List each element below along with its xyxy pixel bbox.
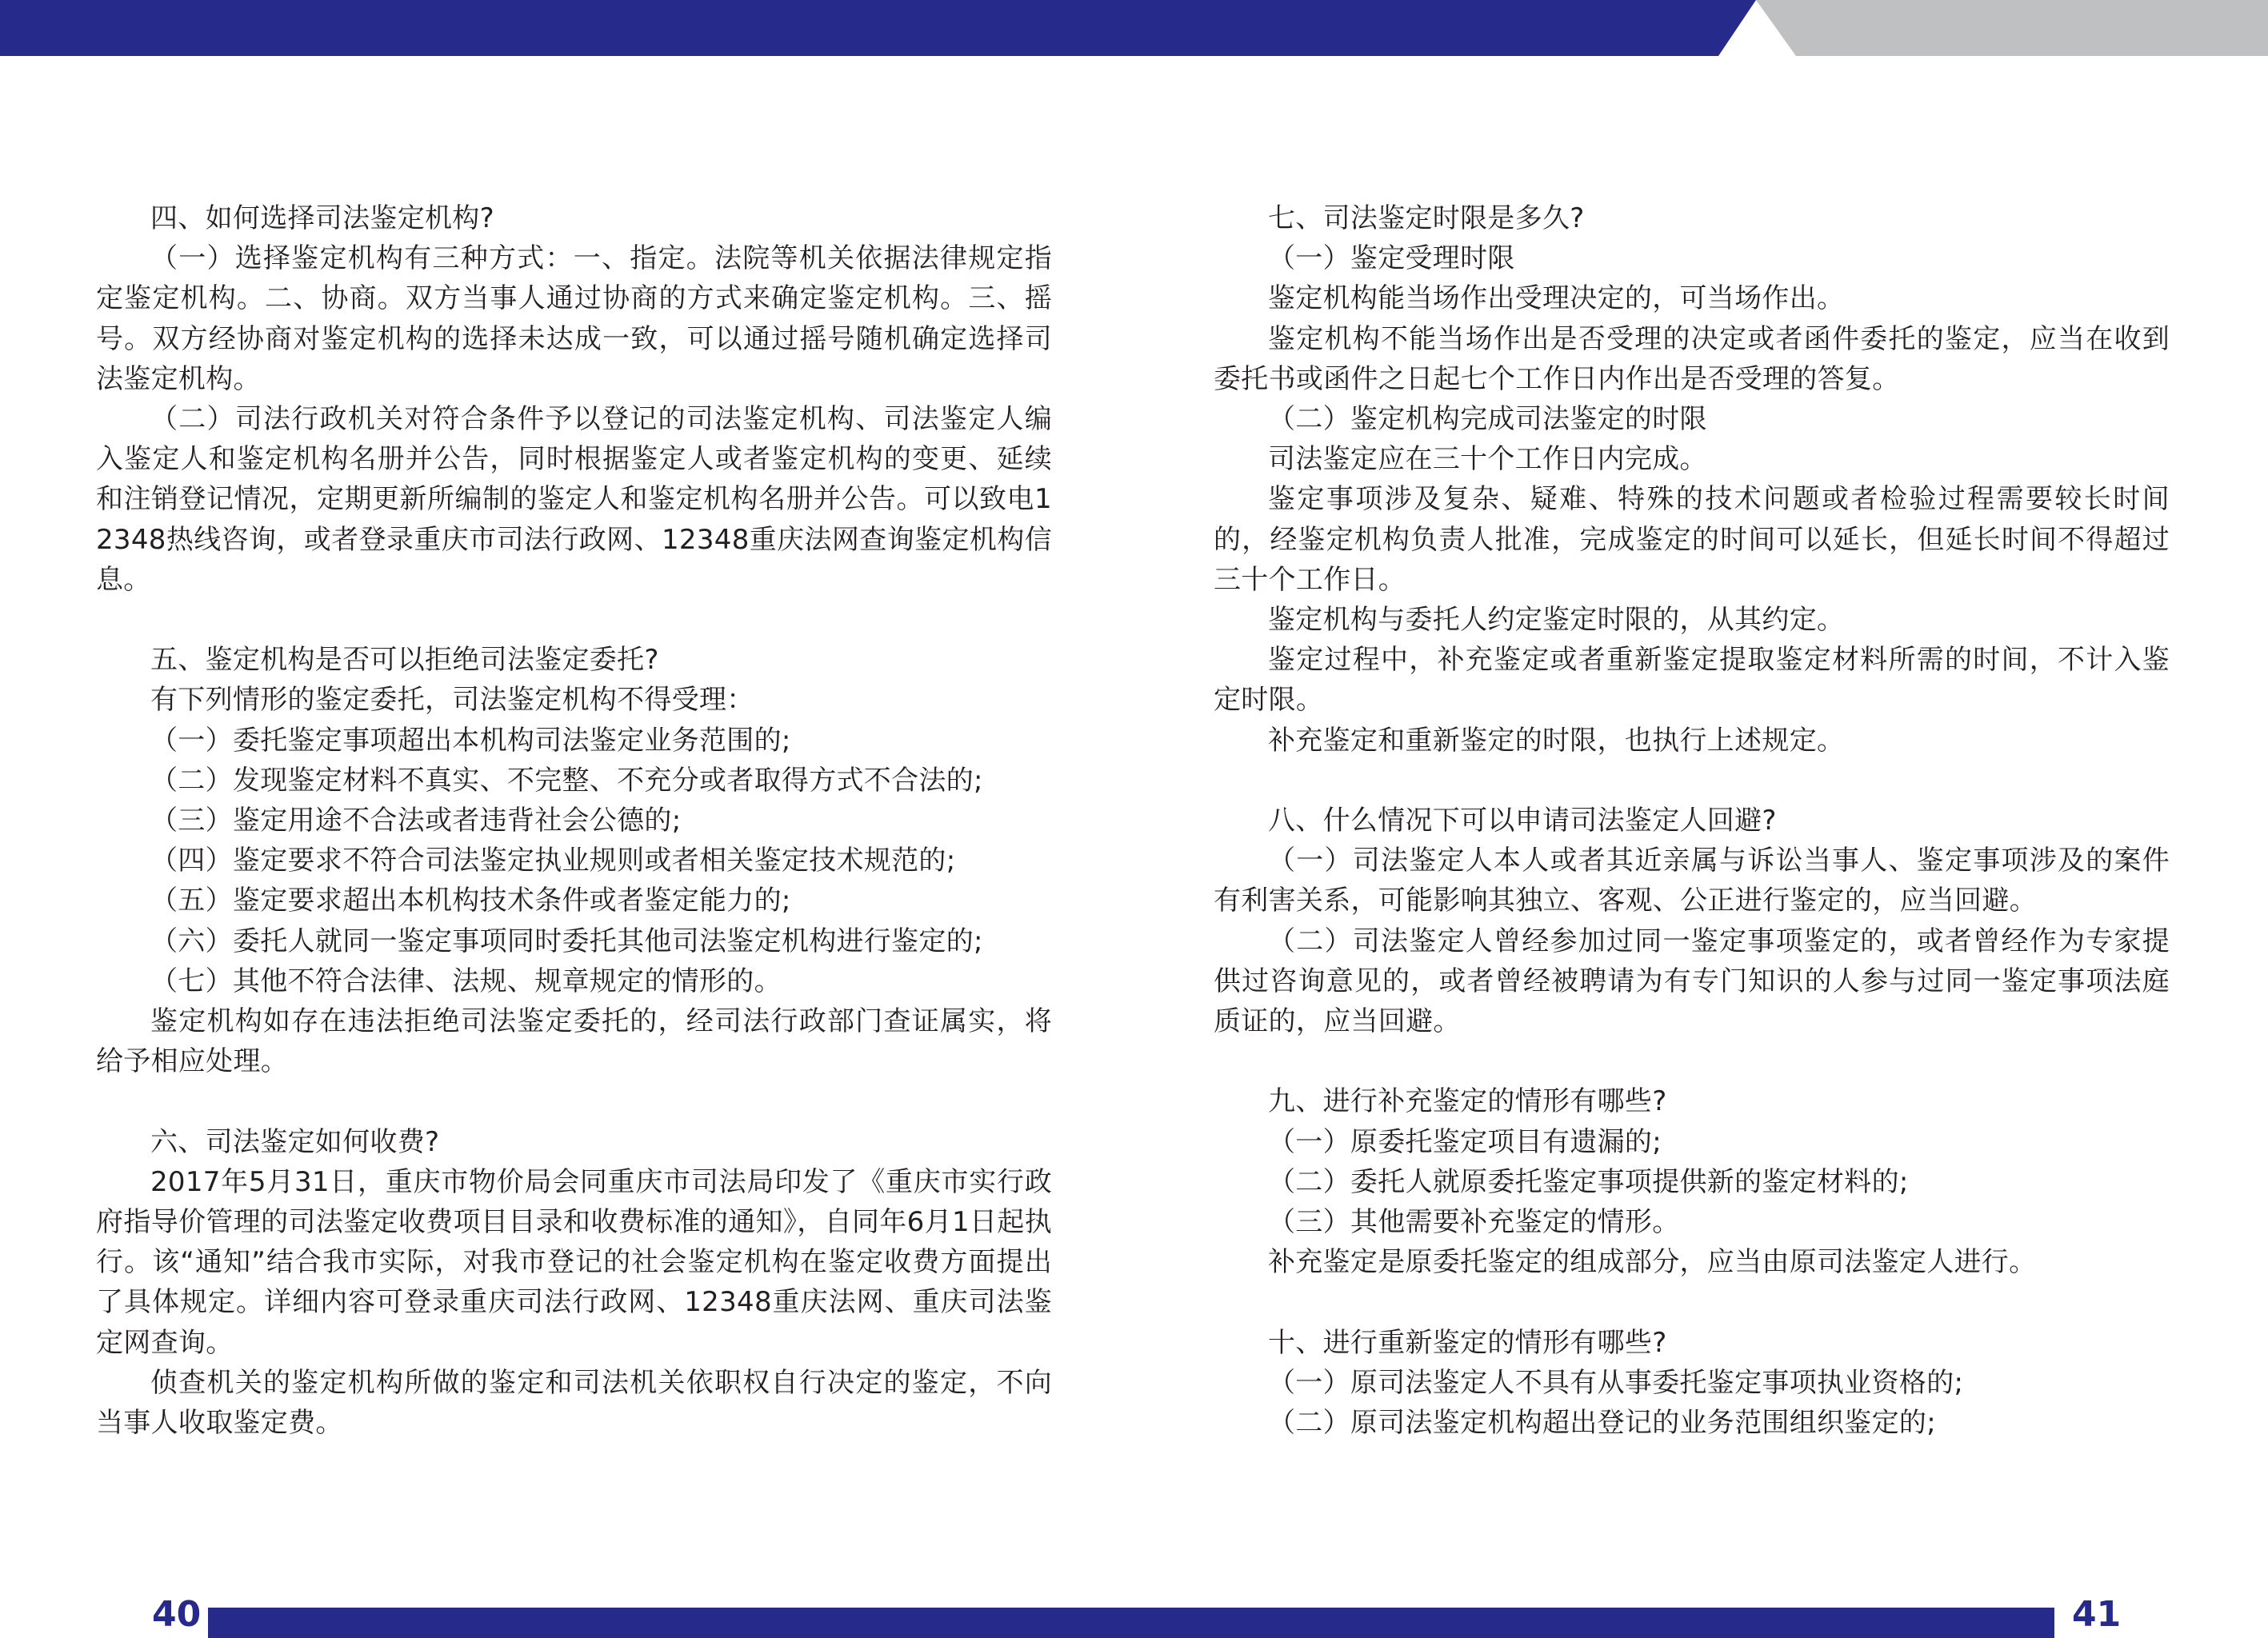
paragraph: （一）原司法鉴定人不具有从事委托鉴定事项执业资格的; <box>1268 1366 1964 1399</box>
top-banner-shape <box>0 0 2268 56</box>
left-column <box>96 198 1052 1443</box>
paragraph: 四、如何选择司法鉴定机构? <box>150 202 494 234</box>
paragraph: （二）鉴定机构完成司法鉴定的时限 <box>1268 403 1707 436</box>
top-banner-gray <box>1756 0 2268 56</box>
paragraph: 司法鉴定应在三十个工作日内完成。 <box>1268 443 1707 476</box>
paragraph: 有下列情形的鉴定委托，司法鉴定机构不得受理： <box>150 684 754 717</box>
paragraph: 鉴定机构不能当场作出是否受理的决定或者函件委托的鉴定，应当在收到委托书或函件之日起七个工作日内作出是否受理的答复。 <box>1214 322 2170 395</box>
top-banner-navy <box>0 0 1756 56</box>
paragraph: 七、司法鉴定时限是多久? <box>1268 202 1585 234</box>
paragraph: 鉴定机构与委托人约定鉴定时限的，从其约定。 <box>1268 604 1845 637</box>
top-banner <box>0 0 2268 56</box>
paragraph: 八、什么情况下可以申请司法鉴定人回避? <box>1268 805 1777 837</box>
paragraph: （一）委托鉴定事项超出本机构司法鉴定业务范围的; <box>150 724 791 757</box>
bottom-bar <box>208 1608 2054 1638</box>
paragraph-spacer <box>96 1081 1052 1121</box>
paragraph: 补充鉴定和重新鉴定的时限，也执行上述规定。 <box>1268 724 1845 757</box>
paragraph: （一）鉴定受理时限 <box>1268 242 1515 275</box>
paragraph: 鉴定事项涉及复杂、疑难、特殊的技术问题或者检验过程需要较长时间的，经鉴定机构负责人批准，完成鉴定的时间可以延长，但延长时间不得超过三十个工作日。 <box>1214 483 2170 596</box>
paragraph: （二）司法鉴定人曾经参加过同一鉴定事项鉴定的，或者曾经作为专家提供过咨询意见的，或者曾经被聘请为有专门知识的人参与过同一鉴定事项法庭质证的，应当回避。 <box>1214 925 2170 1038</box>
page-number-left: 40 <box>152 1594 202 1635</box>
paragraph: （五）鉴定要求超出本机构技术条件或者鉴定能力的; <box>150 885 791 917</box>
paragraph-spacer <box>1214 1282 2170 1322</box>
paragraph: 五、鉴定机构是否可以拒绝司法鉴定委托? <box>150 644 659 677</box>
paragraph: （一）原委托鉴定项目有遗漏的; <box>1268 1125 1662 1158</box>
paragraph: （一）选择鉴定机构有三种方式：一、指定。法院等机关依据法律规定指定鉴定机构。二、协商。双方当事人通过协商的方式来确定鉴定机构。三、摇号。双方经协商对鉴定机构的选择未达成一致，可以通过摇号随机确定选择司法鉴定机构。 <box>96 242 1052 395</box>
paragraph: 鉴定机构如存在违法拒绝司法鉴定委托的，经司法行政部门查证属实，将给予相应处理。 <box>96 1005 1052 1078</box>
paragraph: （四）鉴定要求不符合司法鉴定执业规则或者相关鉴定技术规范的; <box>150 845 956 877</box>
paragraph: （三）其他需要补充鉴定的情形。 <box>1268 1206 1680 1239</box>
paragraph: 侦查机关的鉴定机构所做的鉴定和司法机关依职权自行决定的鉴定，不向当事人收取鉴定费。 <box>96 1366 1052 1440</box>
paragraph: 十、进行重新鉴定的情形有哪些? <box>1268 1326 1667 1359</box>
paragraph: （二）原司法鉴定机构超出登记的业务范围组织鉴定的; <box>1268 1407 1936 1440</box>
paragraph: 六、司法鉴定如何收费? <box>150 1125 440 1158</box>
paragraph: 九、进行补充鉴定的情形有哪些? <box>1268 1085 1667 1118</box>
paragraph-spacer <box>96 600 1052 640</box>
page-number-right: 41 <box>2072 1594 2122 1635</box>
paragraph: （二）司法行政机关对符合条件予以登记的司法鉴定机构、司法鉴定人编入鉴定人和鉴定机构名册并公告，同时根据鉴定人或者鉴定机构的变更、延续和注销登记情况，定期更新所编制的鉴定人和鉴定机构名册并公告。可以致电12348热线咨询，或者登录重庆市司法行政网、12348重庆法网查询鉴定机构信息。 <box>96 403 1052 596</box>
paragraph: 鉴定机构能当场作出受理决定的，可当场作出。 <box>1268 282 1845 315</box>
paragraph: （一）司法鉴定人本人或者其近亲属与诉讼当事人、鉴定事项涉及的案件有利害关系，可能影响其独立、客观、公正进行鉴定的，应当回避。 <box>1214 845 2170 917</box>
paragraph-spacer <box>1214 761 2170 801</box>
paragraph: 补充鉴定是原委托鉴定的组成部分，应当由原司法鉴定人进行。 <box>1268 1246 2037 1279</box>
right-column <box>1214 198 2170 1443</box>
paragraph: （二）委托人就原委托鉴定事项提供新的鉴定材料的; <box>1268 1165 1909 1198</box>
paragraph: （六）委托人就同一鉴定事项同时委托其他司法鉴定机构进行鉴定的; <box>150 925 983 957</box>
paragraph: （三）鉴定用途不合法或者违背社会公德的; <box>150 805 682 837</box>
paragraph: （七）其他不符合法律、法规、规章规定的情形的。 <box>150 965 782 997</box>
paragraph: 2017年5月31日，重庆市物价局会同重庆市司法局印发了《重庆市实行政府指导价管理的司法鉴定收费项目目录和收费标准的通知》，自同年6月1日起执行。该“通知”结合我市实际，对我市登记的社会鉴定机构在鉴定收费方面提出了具体规定。详细内容可登录重庆司法行政网、12348重庆法网、重庆司法鉴定网查询。 <box>96 1165 1052 1359</box>
paragraph-spacer <box>1214 1041 2170 1081</box>
paragraph: 鉴定过程中，补充鉴定或者重新鉴定提取鉴定材料所需的时间，不计入鉴定时限。 <box>1214 644 2170 717</box>
paragraph: （二）发现鉴定材料不真实、不完整、不充分或者取得方式不合法的; <box>150 764 983 797</box>
